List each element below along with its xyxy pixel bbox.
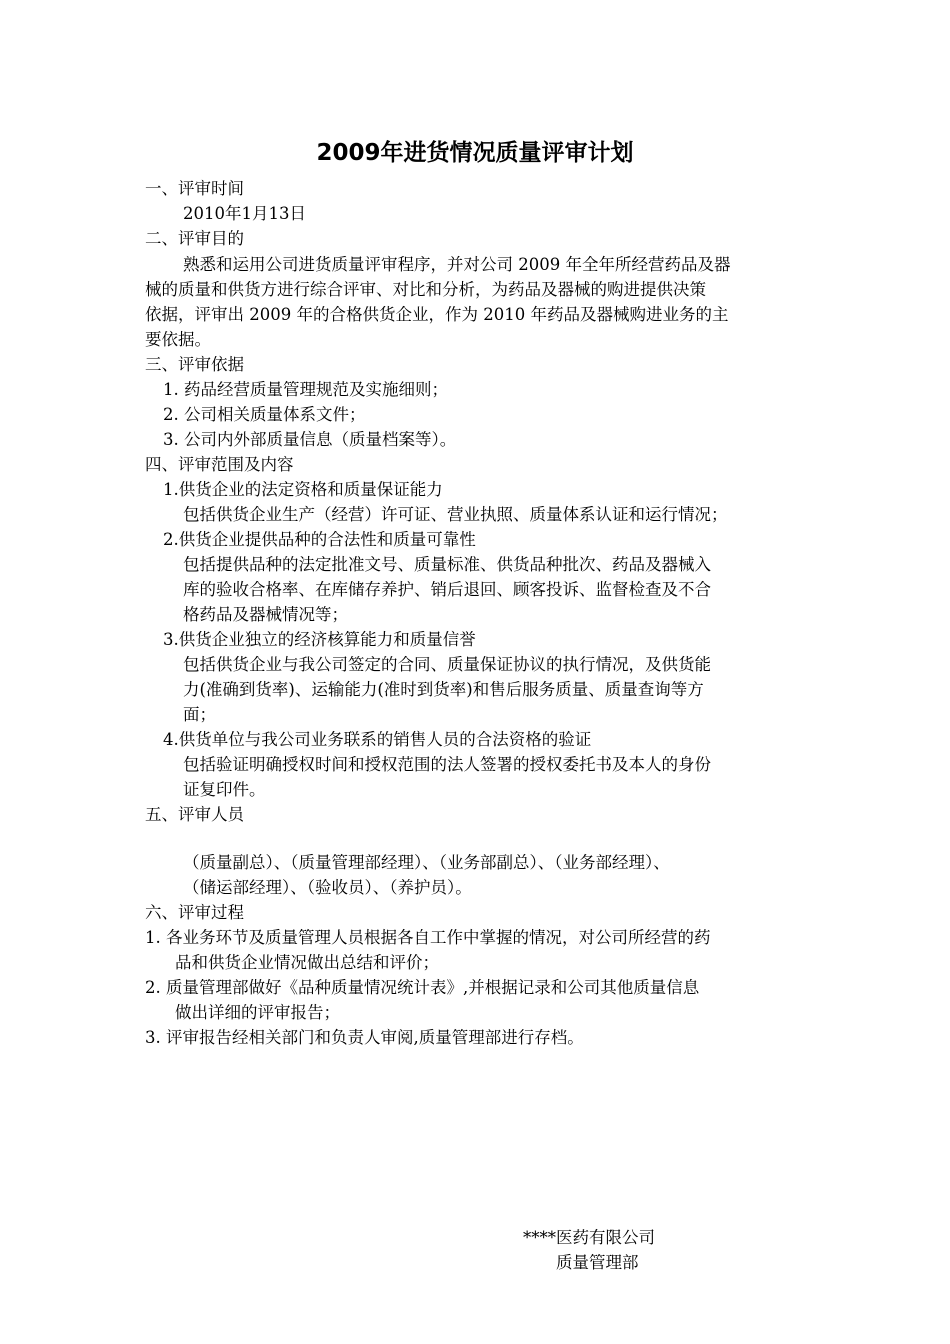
scope-item-text: 包括供货企业与我公司签定的合同、质量保证协议的执行情况，及供货能: [183, 655, 711, 674]
scope-item-text: 力(准确到货率)、运输能力(准时到货率)和售后服务质量、质量查询等方: [183, 680, 704, 699]
scope-item-text: 包括供货企业生产（经营）许可证、营业执照、质量体系认证和运行情况；: [183, 505, 728, 524]
section-heading-personnel: 五、评审人员: [145, 805, 244, 824]
scope-item-text: 包括验证明确授权时间和授权范围的法人签署的授权委托书及本人的身份: [183, 755, 711, 774]
scope-item-text: 面；: [183, 705, 216, 724]
scope-item-text: 包括提供品种的法定批准文号、质量标准、供货品种批次、药品及器械入: [183, 555, 711, 574]
section-heading-time: 一、评审时间: [145, 179, 244, 198]
signature-company: ****医药有限公司: [523, 1228, 655, 1247]
basis-item: 3. 公司内外部质量信息（质量档案等）。: [163, 430, 457, 449]
scope-item-title: 2.供货企业提供品种的合法性和质量可靠性: [163, 530, 476, 549]
process-item-cont: 品和供货企业情况做出总结和评价；: [175, 953, 439, 972]
scope-item-title: 3.供货企业独立的经济核算能力和质量信誉: [163, 630, 476, 649]
process-item: 2. 质量管理部做好《品种质量情况统计表》,并根据记录和公司其他质量信息: [145, 978, 700, 997]
scope-item-title: 4.供货单位与我公司业务联系的销售人员的合法资格的验证: [163, 730, 592, 749]
scope-item-title: 1.供货企业的法定资格和质量保证能力: [163, 480, 443, 499]
basis-item: 2. 公司相关质量体系文件；: [163, 405, 366, 424]
document-title: 2009年进货情况质量评审计划: [316, 140, 634, 166]
section-heading-scope: 四、评审范围及内容: [145, 455, 294, 474]
purpose-line: 要依据。: [145, 330, 211, 349]
review-date: 2010年1月13日: [183, 204, 306, 223]
personnel-line: （储运部经理）、（验收员）、（养护员）。: [183, 878, 472, 897]
basis-item: 1. 药品经营质量管理规范及实施细则；: [163, 380, 448, 399]
signature-department: 质量管理部: [556, 1253, 639, 1272]
section-heading-basis: 三、评审依据: [145, 355, 244, 374]
process-item-cont: 做出详细的评审报告；: [175, 1003, 340, 1022]
process-item: 3. 评审报告经相关部门和负责人审阅,质量管理部进行存档。: [145, 1028, 584, 1047]
scope-item-text: 证复印件。: [183, 780, 266, 799]
purpose-line: 依据，评审出 2009 年的合格供货企业，作为 2010 年药品及器械购进业务的主: [145, 305, 729, 324]
purpose-line: 熟悉和运用公司进货质量评审程序，并对公司 2009 年全年所经营药品及器: [183, 255, 731, 274]
section-heading-process: 六、评审过程: [145, 903, 244, 922]
process-item: 1. 各业务环节及质量管理人员根据各自工作中掌握的情况，对公司所经营的药: [145, 928, 711, 947]
scope-item-text: 库的验收合格率、在库储存养护、销后退回、顾客投诉、监督检查及不合: [183, 580, 711, 599]
section-heading-purpose: 二、评审目的: [145, 229, 244, 248]
scope-item-text: 格药品及器械情况等；: [183, 605, 348, 624]
purpose-line: 械的质量和供货方进行综合评审、对比和分析，为药品及器械的购进提供决策: [145, 280, 706, 299]
personnel-line: （质量副总）、（质量管理部经理）、（业务部副总）、（业务部经理）、: [183, 853, 670, 872]
